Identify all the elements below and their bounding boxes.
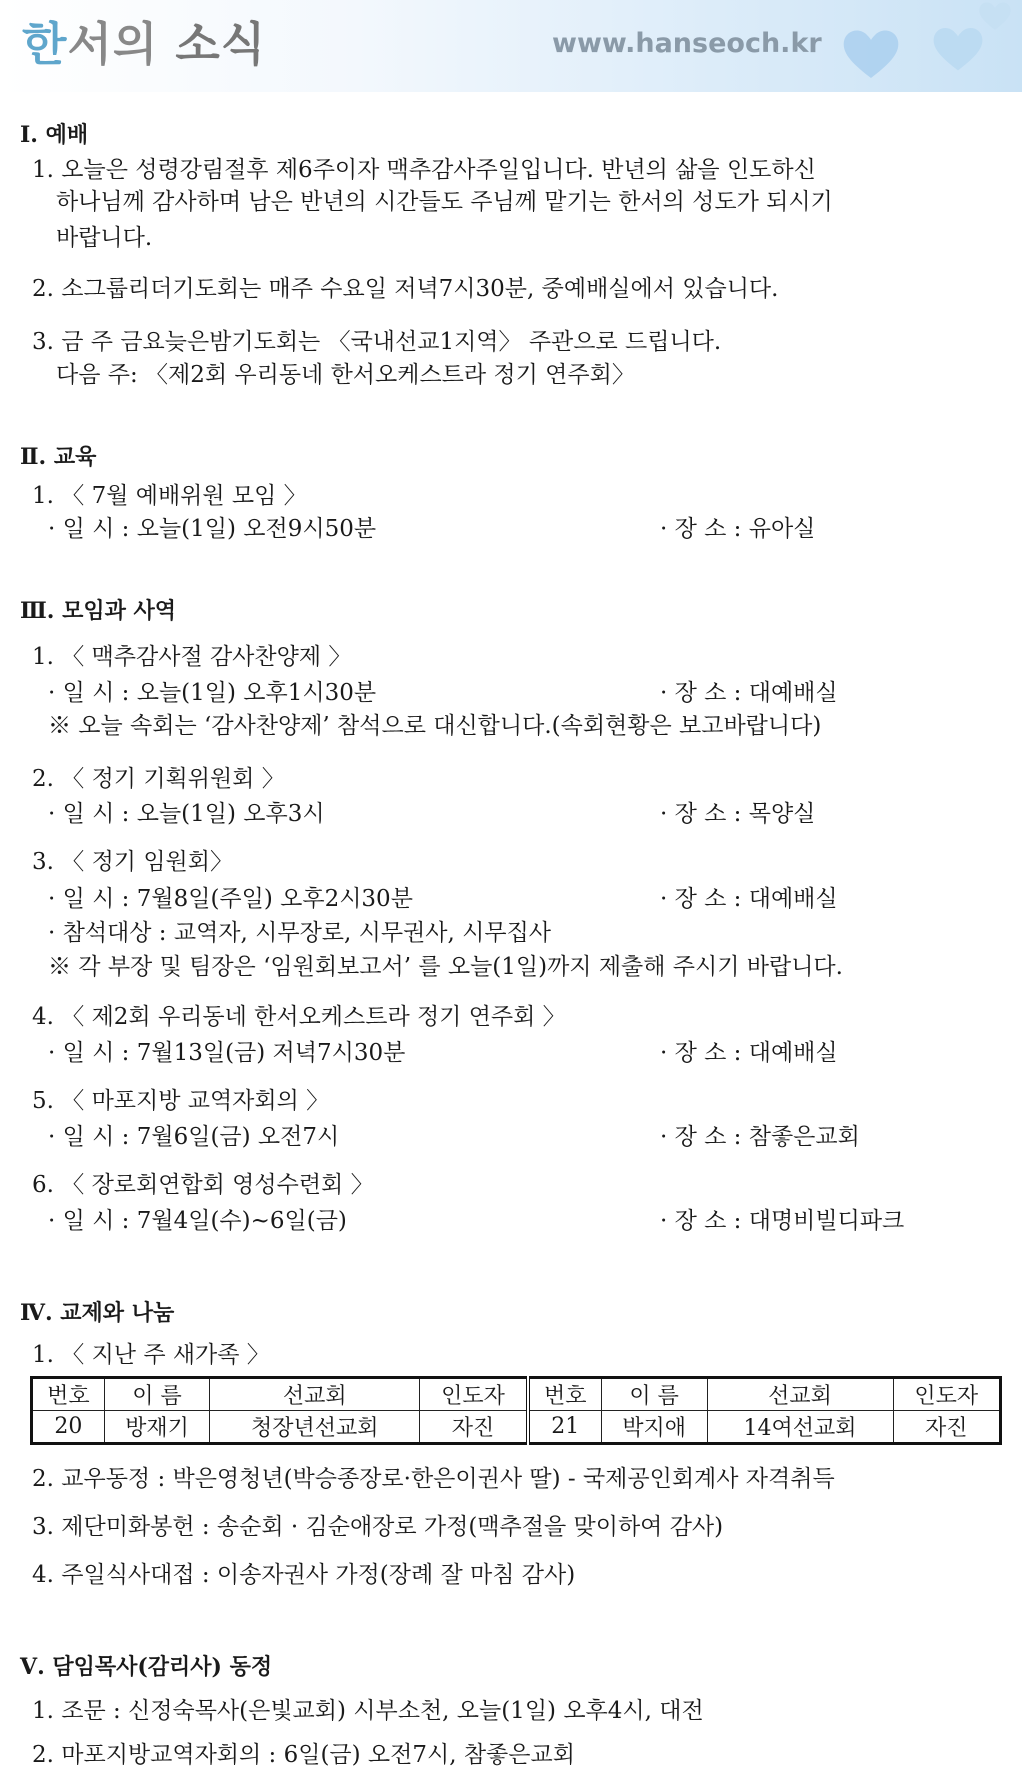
table-header-cell: 번호 xyxy=(32,1378,105,1411)
meeting-item-6-place: · 장 소 : 대명비빌디파크 xyxy=(660,1208,905,1234)
brand-part-1: 한 xyxy=(22,17,68,71)
meeting-item-3-note: ※ 각 부장 및 팀장은 ‘임원회보고서’ 를 오늘(1일)까지 제출해 주시기 바랍니다. xyxy=(48,954,843,980)
meeting-item-5: 5. 〈 마포지방 교역자회의 〉 xyxy=(32,1088,330,1114)
education-item-1: 1. 〈 7월 예배위원 모임 〉 xyxy=(32,483,307,509)
meeting-item-2-time: · 일 시 : 오늘(1일) 오후3시 xyxy=(48,801,325,827)
worship-item-1-cont: 하나님께 감사하며 남은 반년의 시간들도 주님께 맡기는 한서의 성도가 되시기 xyxy=(56,189,833,215)
table-header-cell: 인도자 xyxy=(420,1378,528,1411)
worship-item-3-cont: 다음 주: 〈제2회 우리동네 한서오케스트라 정기 연주회〉 xyxy=(56,362,635,388)
meeting-item-4: 4. 〈 제2회 우리동네 한서오케스트라 정기 연주회 〉 xyxy=(32,1004,566,1030)
worship-item-1-cont: 바랍니다. xyxy=(56,225,153,251)
table-header-cell: 이 름 xyxy=(601,1378,707,1411)
heart-icon xyxy=(840,26,902,82)
meeting-item-6: 6. 〈 장로회연합회 영성수련회 〉 xyxy=(32,1172,374,1198)
heart-icon xyxy=(976,0,1014,32)
fellowship-item-1: 1. 〈 지난 주 새가족 〉 xyxy=(32,1342,270,1368)
table-header-cell: 인도자 xyxy=(893,1378,1000,1411)
fellowship-item-4: 4. 주일식사대접 : 이송자권사 가정(장례 잘 마침 감사) xyxy=(32,1562,576,1588)
meeting-item-1-place: · 장 소 : 대예배실 xyxy=(660,680,838,706)
table-cell: 21 xyxy=(528,1411,601,1444)
meeting-item-4-time: · 일 시 : 7월13일(금) 저녁7시30분 xyxy=(48,1040,406,1066)
education-item-1-time: · 일 시 : 오늘(1일) 오전9시50분 xyxy=(48,516,377,542)
meeting-item-1-note: ※ 오늘 속회는 ‘감사찬양제’ 참석으로 대신합니다.(속회현황은 보고바랍니다) xyxy=(48,713,822,739)
worship-item-2: 2. 소그룹리더기도회는 매주 수요일 저녁7시30분, 중예배실에서 있습니다. xyxy=(32,276,779,302)
meeting-item-3-place: · 장 소 : 대예배실 xyxy=(660,886,838,912)
table-cell: 자진 xyxy=(420,1411,528,1444)
meeting-item-6-time: · 일 시 : 7월4일(수)~6일(금) xyxy=(48,1208,347,1234)
newsletter-brand xyxy=(22,8,266,74)
table-cell: 20 xyxy=(32,1411,105,1444)
section-title-education: Ⅱ. 교육 xyxy=(20,444,97,470)
table-row xyxy=(32,1411,1001,1444)
education-item-1-place: · 장 소 : 유아실 xyxy=(660,516,816,542)
table-cell: 박지애 xyxy=(601,1411,707,1444)
table-cell: 14여선교회 xyxy=(707,1411,893,1444)
table-header-cell: 이 름 xyxy=(104,1378,210,1411)
table-header-cell: 선교회 xyxy=(210,1378,420,1411)
fellowship-item-2: 2. 교우동정 : 박은영청년(박승종장로·한은이권사 딸) - 국제공인회계사 자격취득 xyxy=(32,1466,835,1492)
meeting-item-2: 2. 〈 정기 기획위원회 〉 xyxy=(32,766,285,792)
meeting-item-4-place: · 장 소 : 대예배실 xyxy=(660,1040,838,1066)
table-cell: 자진 xyxy=(893,1411,1000,1444)
pastor-news-item-1: 1. 조문 : 신정숙목사(은빛교회) 시부소천, 오늘(1일) 오후4시, 대전 xyxy=(32,1698,704,1724)
meeting-item-1-time: · 일 시 : 오늘(1일) 오후1시30분 xyxy=(48,680,377,706)
meeting-item-1: 1. 〈 맥추감사절 감사찬양제 〉 xyxy=(32,644,352,670)
table-cell: 방재기 xyxy=(104,1411,210,1444)
meeting-item-2-place: · 장 소 : 목양실 xyxy=(660,801,816,827)
meeting-item-5-time: · 일 시 : 7월6일(금) 오전7시 xyxy=(48,1124,340,1150)
section-title-worship: Ⅰ. 예배 xyxy=(20,122,89,148)
section-title-meetings: Ⅲ. 모임과 사역 xyxy=(20,598,177,624)
meeting-item-5-place: · 장 소 : 참좋은교회 xyxy=(660,1124,860,1150)
website-url: www.hanseoch.kr xyxy=(552,28,822,59)
meeting-item-3-attendees: · 참석대상 : 교역자, 시무장로, 시무권사, 시무집사 xyxy=(48,920,552,946)
brand-part-2: 서의 xyxy=(67,17,176,71)
fellowship-item-3: 3. 제단미화봉헌 : 송순회 · 김순애장로 가정(맥추절을 맞이하여 감사) xyxy=(32,1514,724,1540)
worship-item-1: 1. 오늘은 성령강림절후 제6주이자 맥추감사주일입니다. 반년의 삶을 인도하신 xyxy=(32,157,816,183)
worship-item-3: 3. 금 주 금요늦은밤기도회는 〈국내선교1지역〉 주관으로 드립니다. xyxy=(32,329,722,355)
section-title-fellowship: Ⅳ. 교제와 나눔 xyxy=(20,1300,175,1326)
table-header-cell: 선교회 xyxy=(707,1378,893,1411)
section-title-pastor-news: Ⅴ. 담임목사(감리사) 동정 xyxy=(20,1654,273,1680)
meeting-item-3: 3. 〈 정기 임원회〉 xyxy=(32,849,233,875)
new-family-table xyxy=(30,1376,1002,1445)
header-banner xyxy=(0,0,1022,92)
meeting-item-3-time: · 일 시 : 7월8일(주일) 오후2시30분 xyxy=(48,886,413,912)
brand-part-3: 소식 xyxy=(175,17,267,71)
table-header-cell: 번호 xyxy=(528,1378,601,1411)
table-header-row xyxy=(32,1378,1001,1411)
table-cell: 청장년선교회 xyxy=(210,1411,420,1444)
pastor-news-item-2: 2. 마포지방교역자회의 : 6일(금) 오전7시, 참좋은교회 xyxy=(32,1742,575,1768)
